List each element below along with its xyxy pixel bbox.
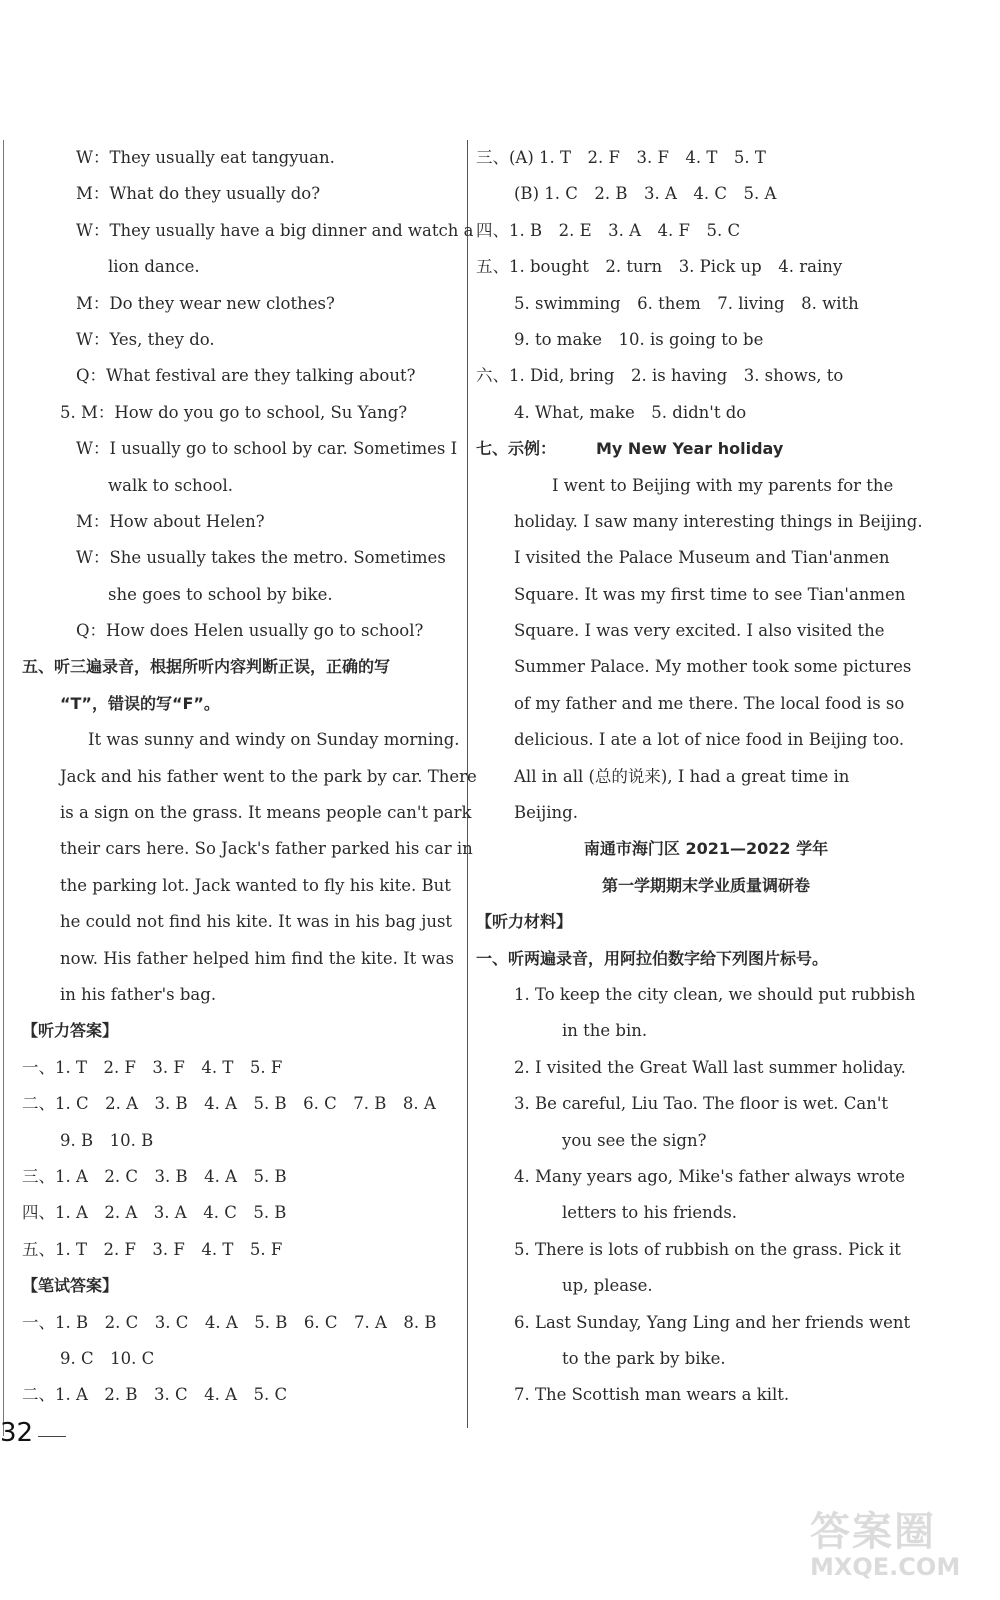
right-text-line: 9. to make 10. is going to be [514, 329, 764, 349]
left-text-line: W：Yes, they do. [76, 329, 215, 349]
right-text-line: to the park by bike. [562, 1348, 726, 1368]
watermark-text: 答案圈 [810, 1509, 936, 1555]
right-text-line: 5. swimming 6. them 7. living 8. with [514, 293, 859, 313]
left-text-line: 二、1. A 2. B 3. C 4. A 5. C [22, 1385, 288, 1405]
right-text-line: you see the sign? [562, 1130, 707, 1150]
right-text-line: 4. What, make 5. didn't do [514, 402, 747, 422]
right-text-line: 7. The Scottish man wears a kilt. [514, 1385, 790, 1405]
right-text-line: (B) 1. C 2. B 3. A 4. C 5. A [514, 184, 777, 204]
left-text-line: the parking lot. Jack wanted to fly his kite. But [60, 875, 451, 895]
left-text-line: W：They usually eat tangyuan. [76, 148, 335, 167]
right-text-line: 南通市海门区 2021—2022 学年 [583, 839, 829, 859]
left-column [22, 140, 477, 1414]
left-text-line: 5. M：How do you go to school, Su Yang? [60, 402, 408, 422]
left-text-line: 【听力答案】 [22, 1021, 119, 1041]
right-text-line: 4. Many years ago, Mike's father always wrote [514, 1166, 905, 1186]
left-text-line: It was sunny and windy on Sunday morning. [88, 730, 460, 750]
right-text-line: 3. Be careful, Liu Tao. The floor is wet. Can't [514, 1094, 889, 1114]
right-text-line: 6. Last Sunday, Yang Ling and her friends went [514, 1312, 911, 1332]
left-text-line: Jack and his father went to the park by car. There [60, 766, 477, 786]
left-text-line: she goes to school by bike. [108, 584, 333, 604]
right-text-line: 第一学期期末学业质量调研卷 [601, 875, 810, 895]
right-text-line: 三、(A) 1. T 2. F 3. F 4. T 5. T [476, 148, 766, 167]
page-left-edge [3, 140, 4, 1436]
left-text-line: W：They usually have a big dinner and watch a [76, 220, 474, 240]
left-text-line: M：What do they usually do? [76, 184, 321, 204]
watermark-url: MXQE.COM [810, 1553, 961, 1581]
right-column [476, 140, 936, 1414]
page-number: 32 [0, 1418, 34, 1448]
left-text-line: their cars here. So Jack's father parked his car in [60, 839, 473, 859]
right-text-line: 四、1. B 2. E 3. A 4. F 5. C [476, 220, 741, 240]
right-text-line: of my father and me there. The local food is so [514, 693, 905, 713]
left-text-line: lion dance. [108, 257, 200, 277]
right-text-line: in the bin. [562, 1021, 648, 1041]
left-text-line: W：She usually takes the metro. Sometimes [76, 548, 446, 568]
right-text-line: 七、示例： My New Year holiday [476, 439, 784, 459]
right-text-line: 5. There is lots of rubbish on the grass. Pick it [514, 1239, 901, 1259]
left-text-line: 三、1. A 2. C 3. B 4. A 5. B [22, 1166, 287, 1186]
left-text-line: 四、1. A 2. A 3. A 4. C 5. B [22, 1203, 287, 1223]
left-text-line: 一、1. T 2. F 3. F 4. T 5. F [22, 1057, 283, 1077]
right-text-line: delicious. I ate a lot of nice food in Beijing too. [514, 730, 905, 750]
left-text-line: is a sign on the grass. It means people can't park [60, 803, 472, 823]
left-text-line: 【笔试答案】 [22, 1276, 119, 1296]
left-text-line: he could not find his kite. It was in his bag just [60, 912, 453, 932]
right-text-line: Beijing. [514, 803, 578, 823]
right-text-line: letters to his friends. [562, 1203, 738, 1223]
left-text-line: 五、听三遍录音，根据所听内容判断正误，正确的写 [22, 657, 391, 677]
left-text-line: 9. C 10. C [60, 1348, 155, 1368]
right-text-line: Square. I was very excited. I also visited the [514, 621, 885, 641]
right-text-line: I visited the Palace Museum and Tian'anmen [514, 548, 890, 568]
left-text-line: “T”，错误的写“F”。 [60, 693, 220, 713]
right-text-line: 【听力材料】 [476, 912, 573, 932]
right-text-line: up, please. [562, 1276, 653, 1296]
left-text-line: Q：What festival are they talking about? [76, 366, 416, 386]
left-text-line: 五、1. T 2. F 3. F 4. T 5. F [22, 1239, 283, 1259]
right-text-line: 一、听两遍录音，用阿拉伯数字给下列图片标号。 [476, 948, 829, 968]
right-text-line: 2. I visited the Great Wall last summer holiday. [514, 1057, 906, 1077]
left-text-line: in his father's bag. [60, 984, 217, 1004]
watermark-logo [810, 1500, 970, 1592]
right-text-line: Summer Palace. My mother took some pictures [514, 657, 912, 677]
page-number-rule [38, 1436, 66, 1437]
right-text-line: 五、1. bought 2. turn 3. Pick up 4. rainy [476, 257, 843, 277]
left-text-line: 一、1. B 2. C 3. C 4. A 5. B 6. C 7. A 8. B [22, 1312, 437, 1332]
right-text-line: Square. It was my first time to see Tian'anmen [514, 584, 906, 604]
left-text-line: M：Do they wear new clothes? [76, 293, 335, 313]
right-text-line: holiday. I saw many interesting things in Beijing. [514, 511, 923, 531]
right-text-line: 六、1. Did, bring 2. is having 3. shows, to [476, 366, 844, 386]
left-text-line: walk to school. [108, 475, 234, 495]
left-text-line: M：How about Helen? [76, 511, 265, 531]
right-text-line: I went to Beijing with my parents for the [552, 475, 894, 495]
left-text-line: 9. B 10. B [60, 1130, 154, 1150]
right-text-line: 1. To keep the city clean, we should put rubbish [514, 984, 916, 1004]
left-text-line: W：I usually go to school by car. Sometimes I [76, 439, 458, 459]
left-text-line: now. His father helped him find the kite. It was [60, 948, 454, 968]
left-text-line: 二、1. C 2. A 3. B 4. A 5. B 6. C 7. B 8. A [22, 1094, 436, 1114]
right-text-line: All in all (总的说来), I had a great time in [514, 766, 850, 786]
left-text-line: Q：How does Helen usually go to school? [76, 621, 424, 641]
